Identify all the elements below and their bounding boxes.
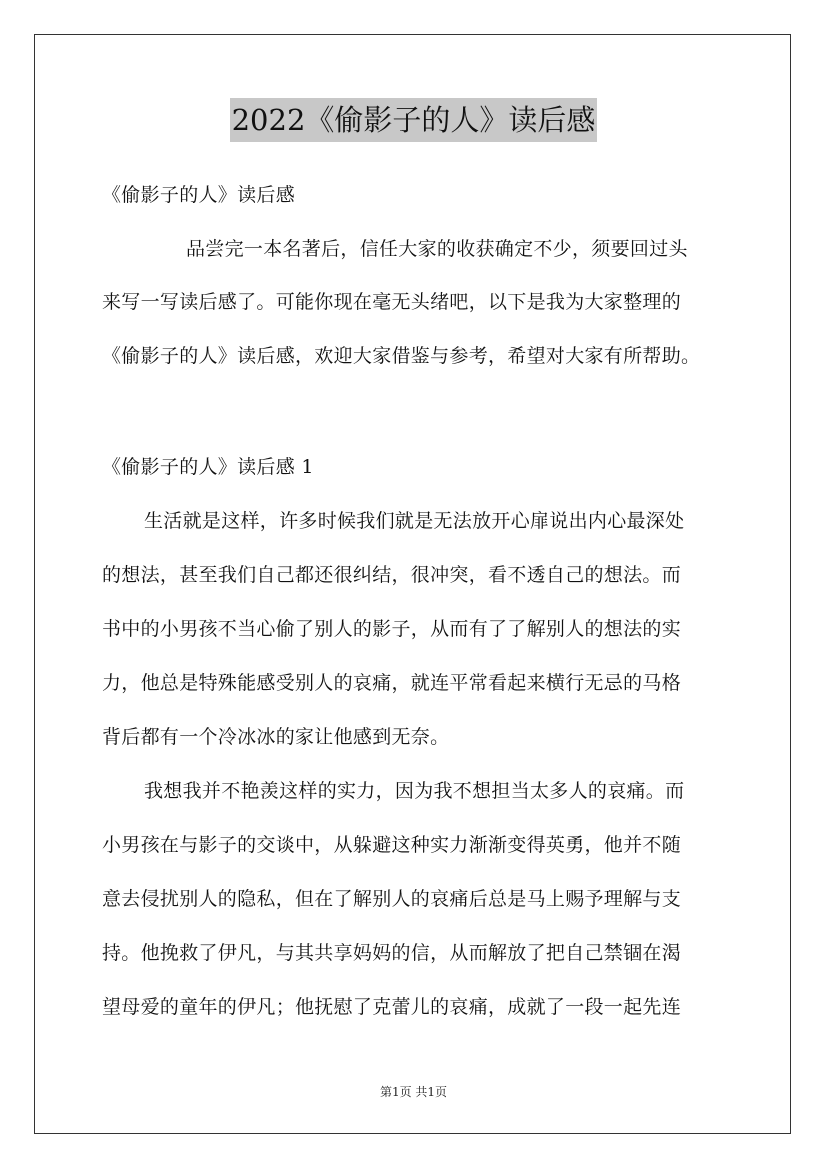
- para2-line-1: 我想我并不艳羡这样的实力，因为我不想担当太多人的哀痛。而: [144, 780, 685, 802]
- page-number: 第1页 共1页: [379, 1085, 448, 1099]
- para1-line-5: 背后都有一个冷冰冰的家让他感到无奈。: [102, 726, 450, 748]
- para1-line-2: 的想法，甚至我们自己都还很纠结，很冲突，看不透自己的想法。而: [102, 564, 682, 586]
- section-heading-1: 《偷影子的人》读后感 1: [102, 456, 314, 478]
- para2-line-5: 望母爱的童年的伊凡；他抚慰了克蕾儿的哀痛，成就了一段一起先连: [102, 996, 682, 1018]
- section-heading: 《偷影子的人》读后感: [102, 184, 296, 206]
- intro-line-3: 《偷影子的人》读后感，欢迎大家借鉴与参考，希望对大家有所帮助。: [102, 345, 701, 367]
- document-title: 2022《偷影子的人》读后感: [230, 98, 598, 142]
- intro-line-2: 来写一写读后感了。可能你现在毫无头绪吧，以下是我为大家整理的: [102, 291, 682, 313]
- intro-line-1: 品尝完一本名著后，信任大家的收获确定不少，须要回过头: [186, 238, 688, 260]
- para1-line-1: 生活就是这样，许多时候我们就是无法放开心扉说出内心最深处: [144, 510, 685, 532]
- para1-line-3: 书中的小男孩不当心偷了别人的影子，从而有了了解别人的想法的实: [102, 618, 682, 640]
- title-block: [0, 98, 827, 142]
- para1-line-4: 力，他总是特殊能感受别人的哀痛，就连平常看起来横行无忌的马格: [102, 672, 682, 694]
- para2-line-3: 意去侵扰别人的隐私，但在了解别人的哀痛后总是马上赐予理解与支: [102, 888, 682, 910]
- para2-line-2: 小男孩在与影子的交谈中，从躲避这种实力渐渐变得英勇，他并不随: [102, 834, 682, 856]
- para2-line-4: 持。他挽救了伊凡，与其共享妈妈的信，从而解放了把自己禁锢在渴: [102, 942, 682, 964]
